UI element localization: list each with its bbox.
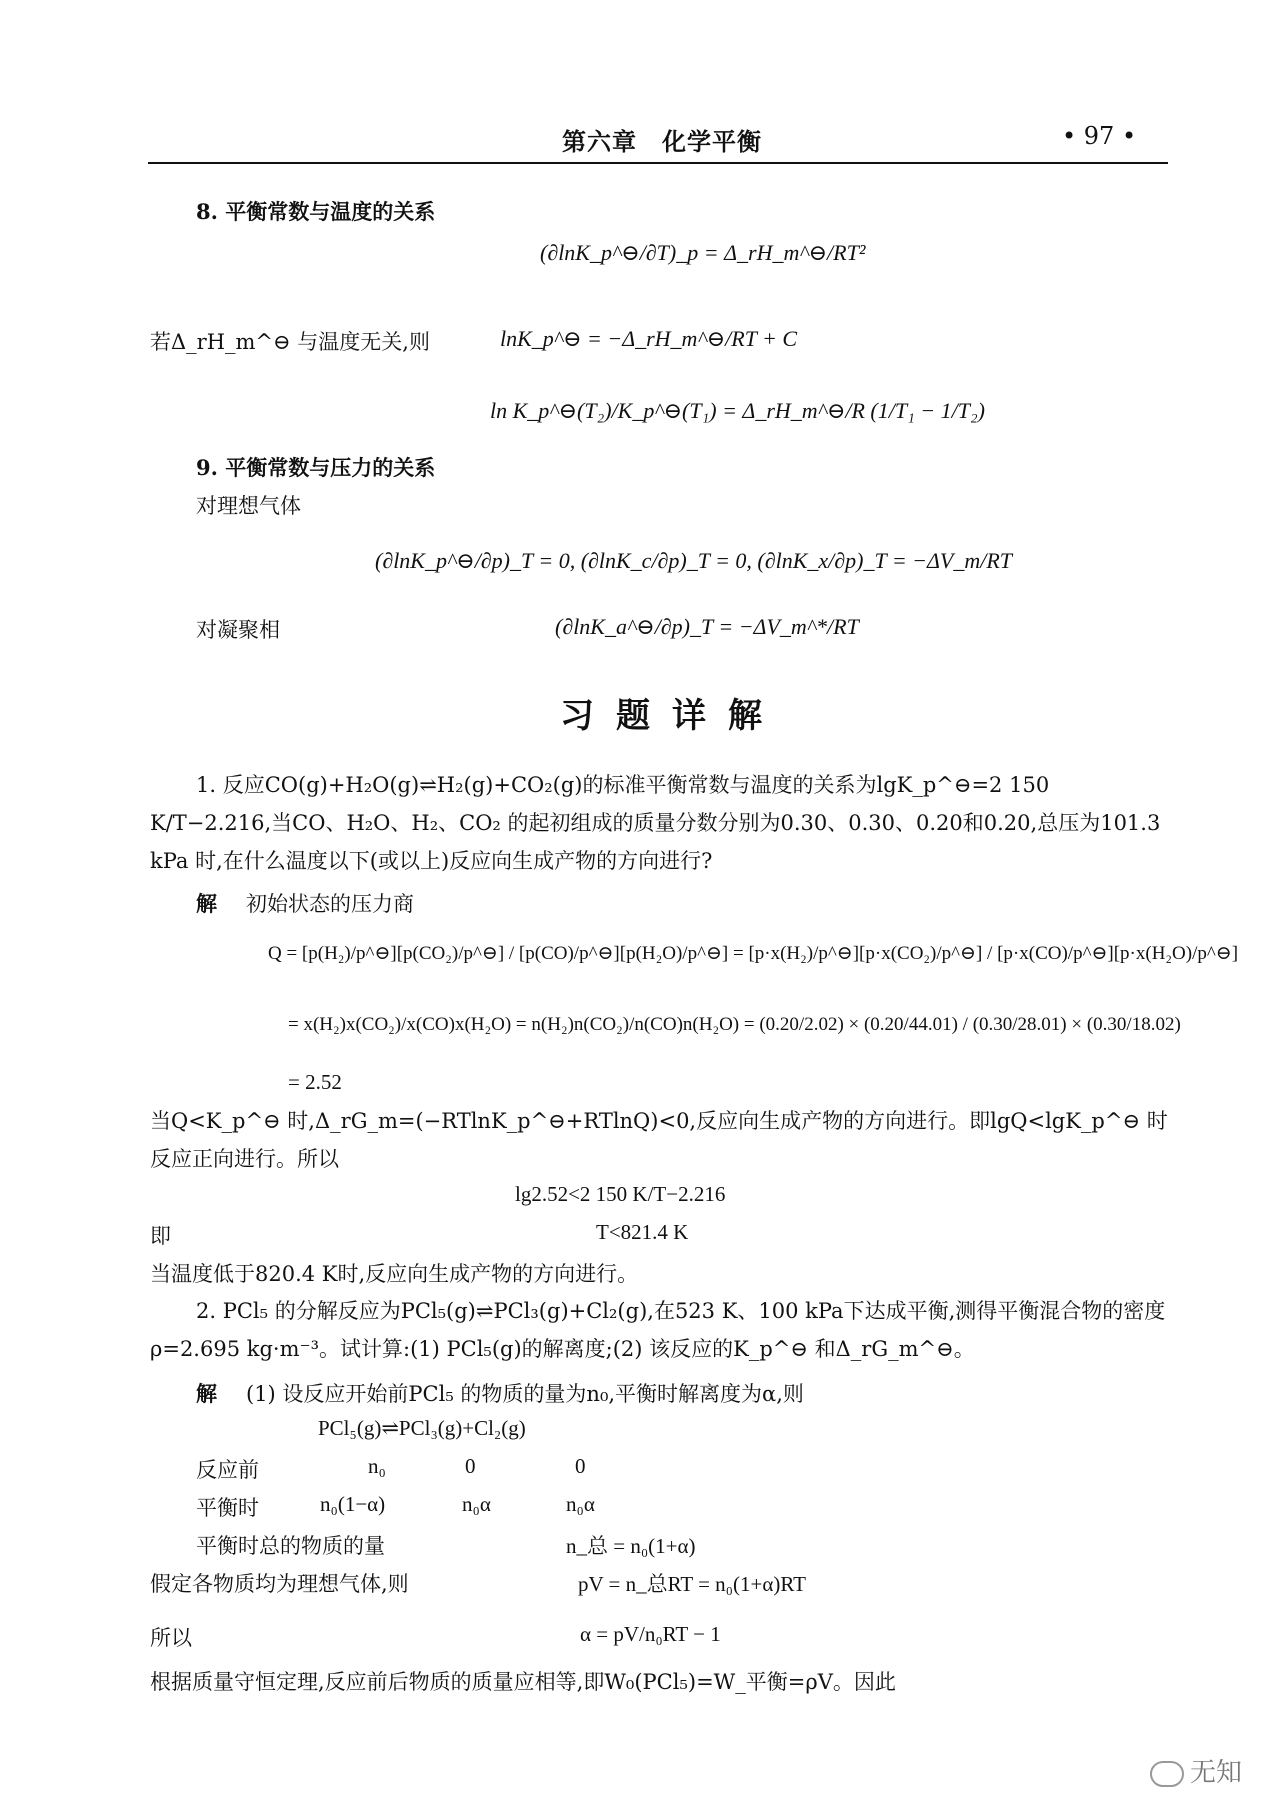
problem-1-solution-intro: 初始状态的压力商	[246, 892, 414, 916]
page-number: • 97 •	[1062, 122, 1137, 150]
mass-conservation-line: 根据质量守恒定理,反应前后物质的质量应相等,即W₀(PCl₅)=W_平衡=ρV。因此	[150, 1670, 896, 1694]
watermark-text: 无知	[1190, 1758, 1243, 1788]
problem-2-solution-intro: (1) 设反应开始前PCl₅ 的物质的量为n₀,平衡时解离度为α,则	[246, 1382, 804, 1406]
inequality-2: T<821.4 K	[596, 1220, 689, 1244]
condensed-phase-label: 对凝聚相	[196, 618, 280, 642]
row-equil-c3: n₀α	[566, 1492, 595, 1516]
watermark	[1150, 1752, 1242, 1789]
equation-ideal-gas-pressure: (∂lnK_p^⊖/∂p)_T = 0, (∂lnK_c/∂p)_T = 0, (∂lnK_x/∂p)_T = −ΔV_m/RT	[375, 548, 1013, 573]
equation-q-line-3: = 2.52	[288, 1070, 342, 1094]
reaction-equation: PCl₅(g)⇌PCl₃(g)+Cl₂(g)	[318, 1416, 526, 1440]
equation-condensed-phase: (∂lnK_a^⊖/∂p)_T = −ΔV_m^*/RT	[555, 614, 859, 639]
equation-q-line-2: = x(H₂)x(CO₂)/x(CO)x(H₂O) = n(H₂)n(CO₂)/n(CO)n(H₂O) = (0.20/2.02) × (0.20/44.01) / (0.30/28.01) × (0.30/18.02)	[288, 1014, 1181, 1035]
problem-1-solution-label: 解	[196, 891, 217, 916]
section-8-heading: 8. 平衡常数与温度的关系	[196, 199, 436, 224]
equation-temperature-derivative: (∂lnK_p^⊖/∂T)_p = Δ_rH_m^⊖/RT²	[540, 240, 866, 265]
row-equil-label: 平衡时	[196, 1496, 259, 1520]
inequality-1: lg2.52<2 150 K/T−2.216	[515, 1182, 726, 1206]
ji-label: 即	[150, 1224, 171, 1248]
problem-1-condition: 当Q<K_p^⊖ 时,Δ_rG_m=(−RTlnK_p^⊖+RTlnQ)<0,反应向生成产物的方向进行。即lgQ<lgK_p^⊖ 时反应正向进行。所以	[150, 1109, 1168, 1171]
row-equil-c2: n₀α	[462, 1492, 491, 1516]
problem-2-statement: 2. PCl₅ 的分解反应为PCl₅(g)⇌PCl₃(g)+Cl₂(g),在523 K、100 kPa下达成平衡,测得平衡混合物的密度ρ=2.695 kg·m⁻³。试计算:(1) PCl₅(g)的解离度;(2) 该反应的K_p^⊖ 和Δ_rG_m^⊖。	[150, 1299, 1166, 1361]
problem-1-statement: 1. 反应CO(g)+H₂O(g)⇌H₂(g)+CO₂(g)的标准平衡常数与温度的关系为lgK_p^⊖=2 150 K/T−2.216,当CO、H₂O、H₂、CO₂ 的起初组成的质量分数分别为0.30、0.30、0.20和0.20,总压为101.3 kPa 时,在什么温度以下(或以上)反应向生成产物的方向进行?	[150, 773, 1161, 873]
row-before-label: 反应前	[196, 1458, 259, 1482]
chat-bubble-icon	[1150, 1761, 1184, 1787]
problem-2-solution-label: 解	[196, 1381, 217, 1406]
chapter-title: 第六章 化学平衡	[562, 127, 762, 156]
row-equil-c1: n₀(1−α)	[320, 1492, 386, 1516]
problem-1-conclusion: 当温度低于820.4 K时,反应向生成产物的方向进行。	[150, 1262, 639, 1286]
total-moles-equation: n_总 = n₀(1+α)	[566, 1534, 696, 1558]
alpha-equation: α = pV/n₀RT − 1	[580, 1622, 721, 1646]
exercises-title: 习题详解	[560, 696, 784, 736]
ideal-gas-assumption: 假定各物质均为理想气体,则	[150, 1572, 409, 1596]
ideal-gas-label: 对理想气体	[196, 494, 301, 518]
so-label: 所以	[150, 1626, 192, 1650]
row-before-c3: 0	[575, 1454, 586, 1478]
equation-lnK: lnK_p^⊖ = −Δ_rH_m^⊖/RT + C	[500, 326, 798, 351]
row-before-c1: n₀	[368, 1454, 386, 1478]
section-8-condition: 若Δ_rH_m^⊖ 与温度无关,则	[150, 330, 430, 354]
section-9-heading: 9. 平衡常数与压力的关系	[196, 455, 436, 480]
total-moles-label: 平衡时总的物质的量	[196, 1534, 385, 1558]
equation-van-t-hoff: ln K_p^⊖(T₂)/K_p^⊖(T₁) = Δ_rH_m^⊖/R (1/T₁ − 1/T₂)	[490, 398, 985, 423]
ideal-gas-equation: pV = n_总RT = n₀(1+α)RT	[578, 1572, 806, 1596]
equation-q-line-1: Q = [p(H₂)/p^⊖][p(CO₂)/p^⊖] / [p(CO)/p^⊖][p(H₂O)/p^⊖] = [p·x(H₂)/p^⊖][p·x(CO₂)/p^⊖] / [p·x(CO)/p^⊖][p·x(H₂O)/p^⊖]	[268, 943, 1239, 964]
header-rule	[148, 162, 1168, 164]
row-before-c2: 0	[465, 1454, 476, 1478]
